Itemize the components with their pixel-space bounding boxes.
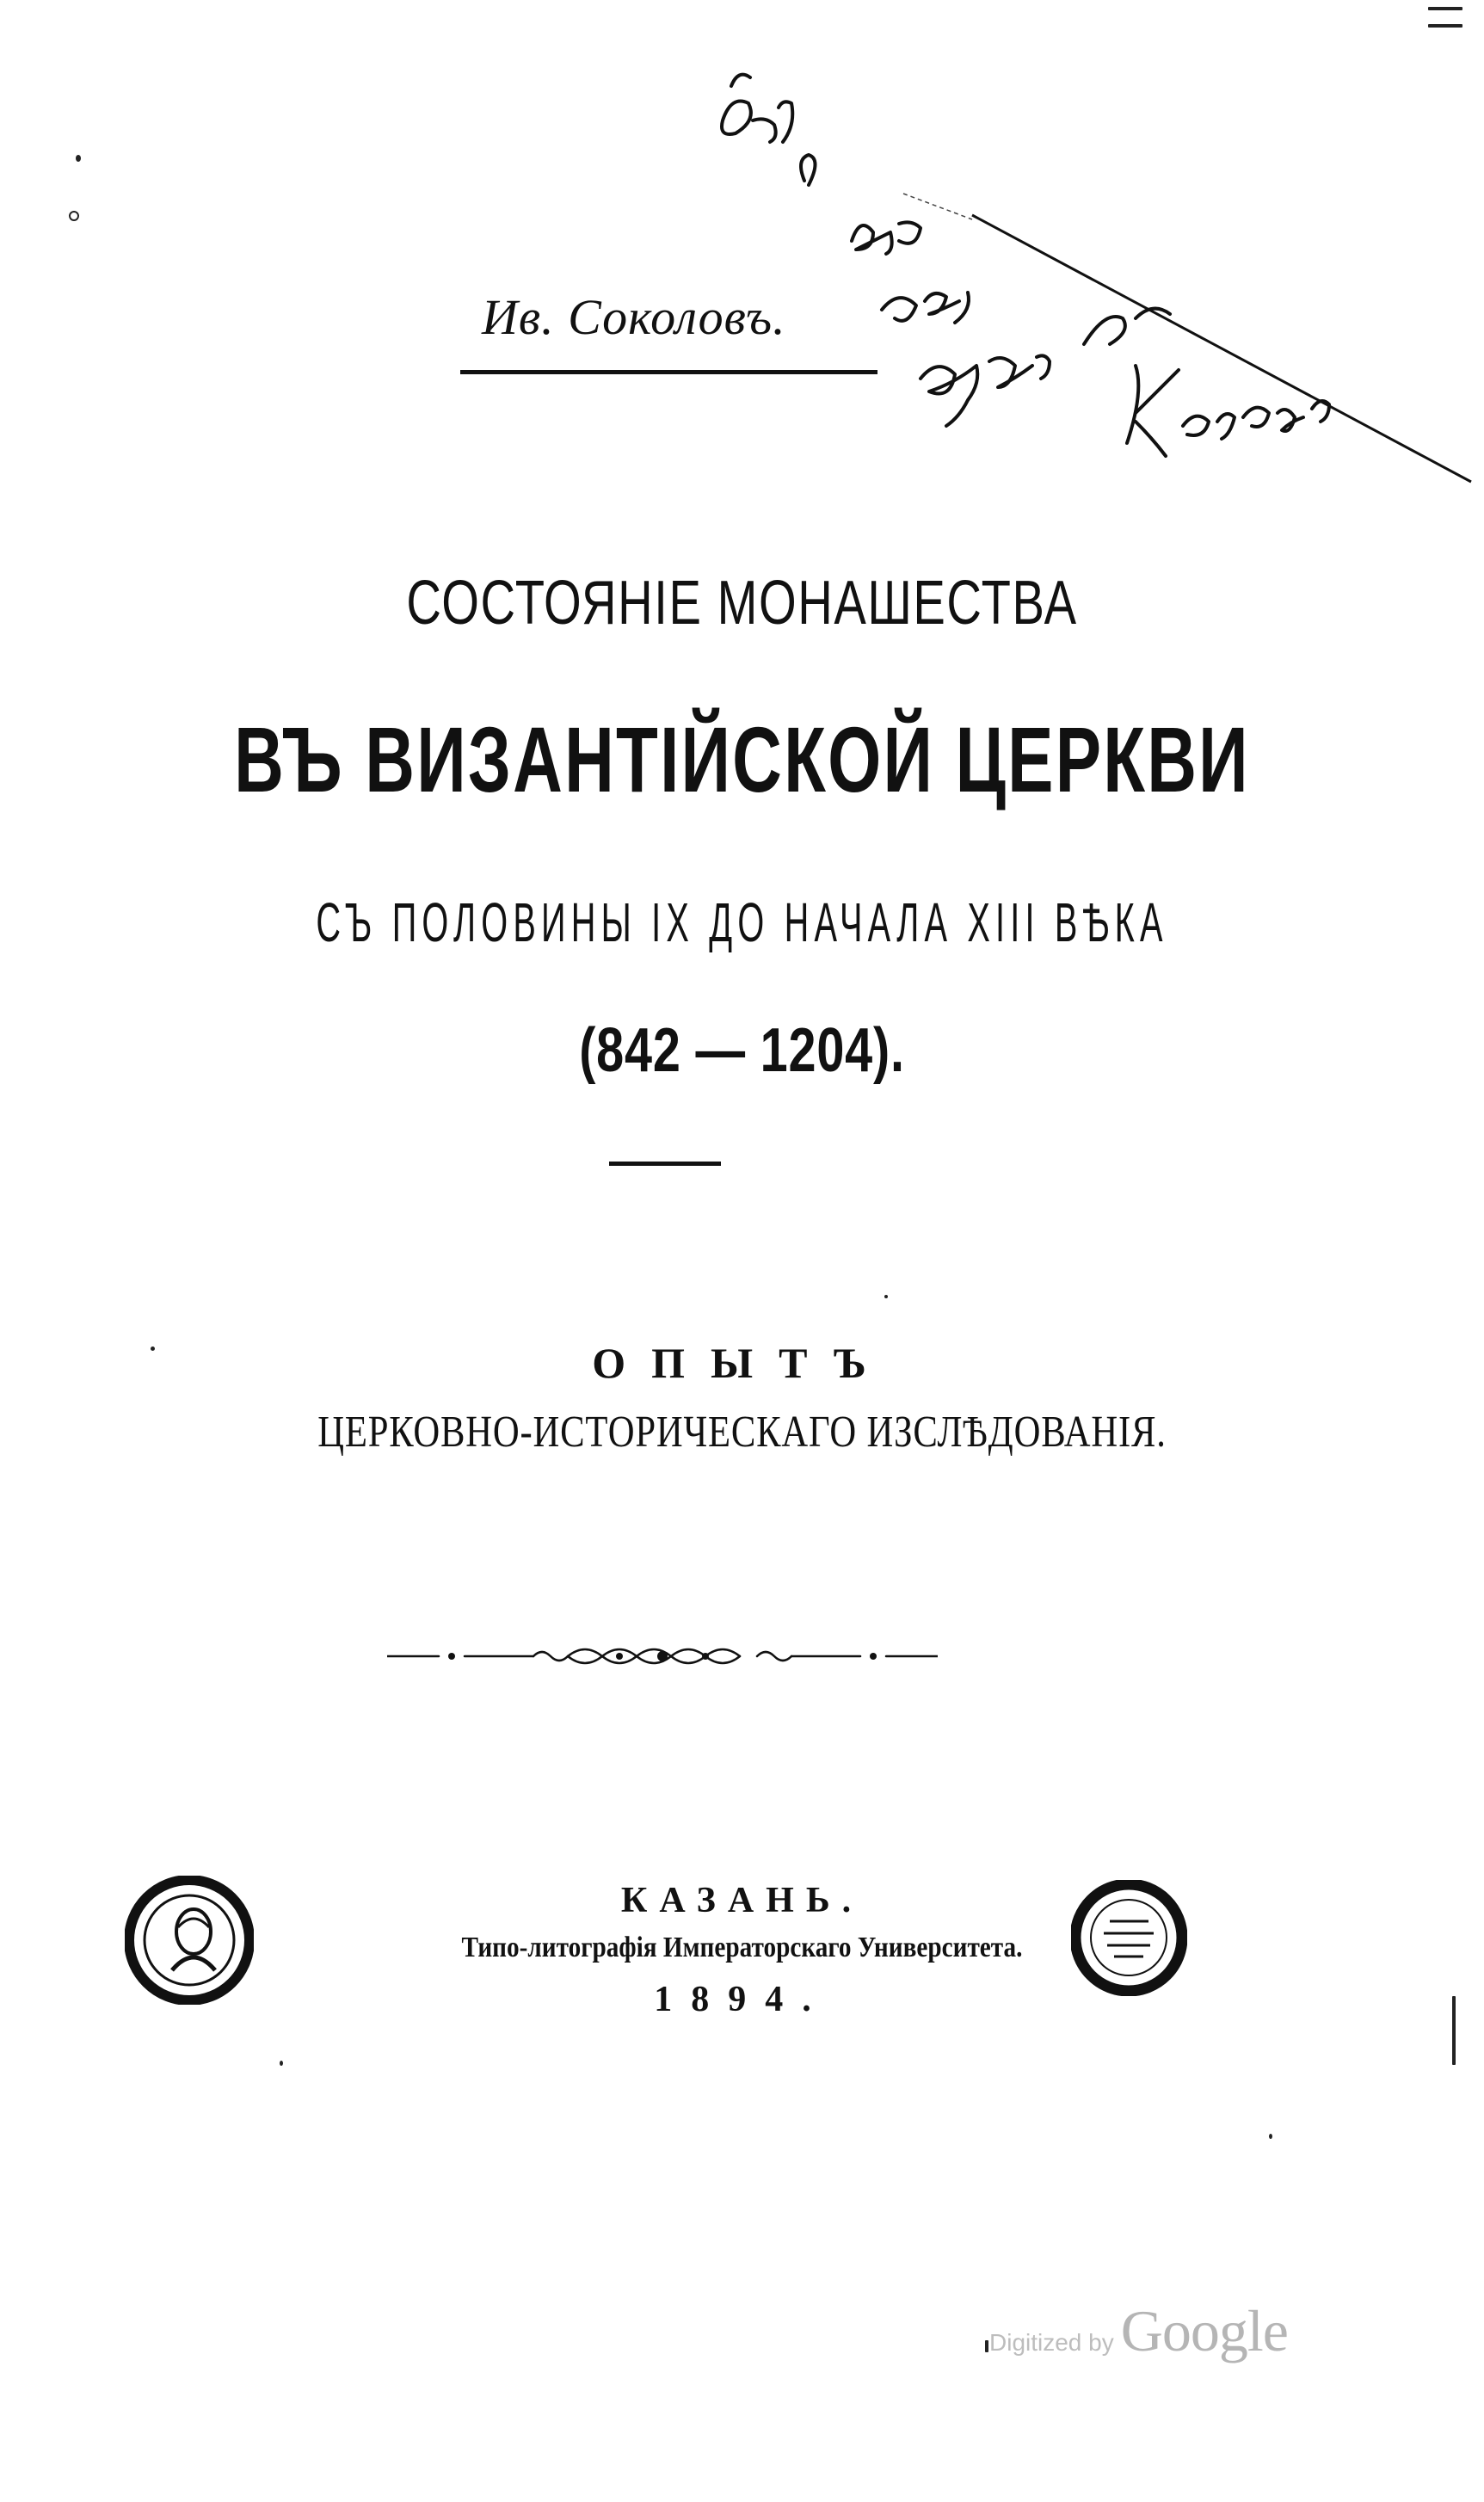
ornamental-divider — [387, 1639, 938, 1673]
watermark-prefix: Digitized by — [989, 2329, 1114, 2356]
title-line-3: СЪ ПОЛОВИНЫ IX ДО НАЧАЛА XIII ВѢКА — [316, 891, 1168, 953]
scan-speck — [151, 1347, 155, 1351]
handwritten-inscription — [705, 34, 1484, 516]
subtitle-heading: ОПЫТЪ — [592, 1339, 892, 1387]
scan-speck — [1428, 7, 1462, 10]
digitization-watermark — [989, 2297, 1471, 2366]
scan-speck — [1428, 24, 1462, 28]
author-underline — [460, 370, 877, 374]
scan-speck — [69, 211, 79, 221]
scan-speck — [884, 1295, 888, 1298]
author-name: Ив. Соколовъ. — [482, 289, 786, 345]
title-date-range: (842 — 1204). — [579, 1016, 905, 1085]
title-separator-rule — [609, 1162, 721, 1166]
scan-speck — [985, 2340, 988, 2352]
scan-speck — [76, 155, 81, 162]
scan-speck — [280, 2061, 283, 2066]
imprint-city: КАЗАНЬ. — [620, 1881, 864, 1920]
scan-speck — [1269, 2134, 1272, 2139]
library-stamp-right — [1071, 1880, 1187, 1996]
subtitle-description: ЦЕРКОВНО-ИСТОРИЧЕСКАГО ИЗСЛѢДОВАНІЯ. — [317, 1408, 1167, 1457]
watermark-logo: Google — [1120, 2298, 1288, 2363]
scan-speck — [1452, 1996, 1456, 2065]
imprint-year: 1894. — [654, 1980, 830, 2019]
title-line-2: ВЪ ВИЗАНТІЙСКОЙ ЦЕРКВИ — [234, 707, 1250, 811]
imprint-printer: Типо-литографія Императорскаго Университета. — [461, 1932, 1023, 1963]
title-line-1: СОСТОЯНІЕ МОНАШЕСТВА — [406, 569, 1078, 638]
